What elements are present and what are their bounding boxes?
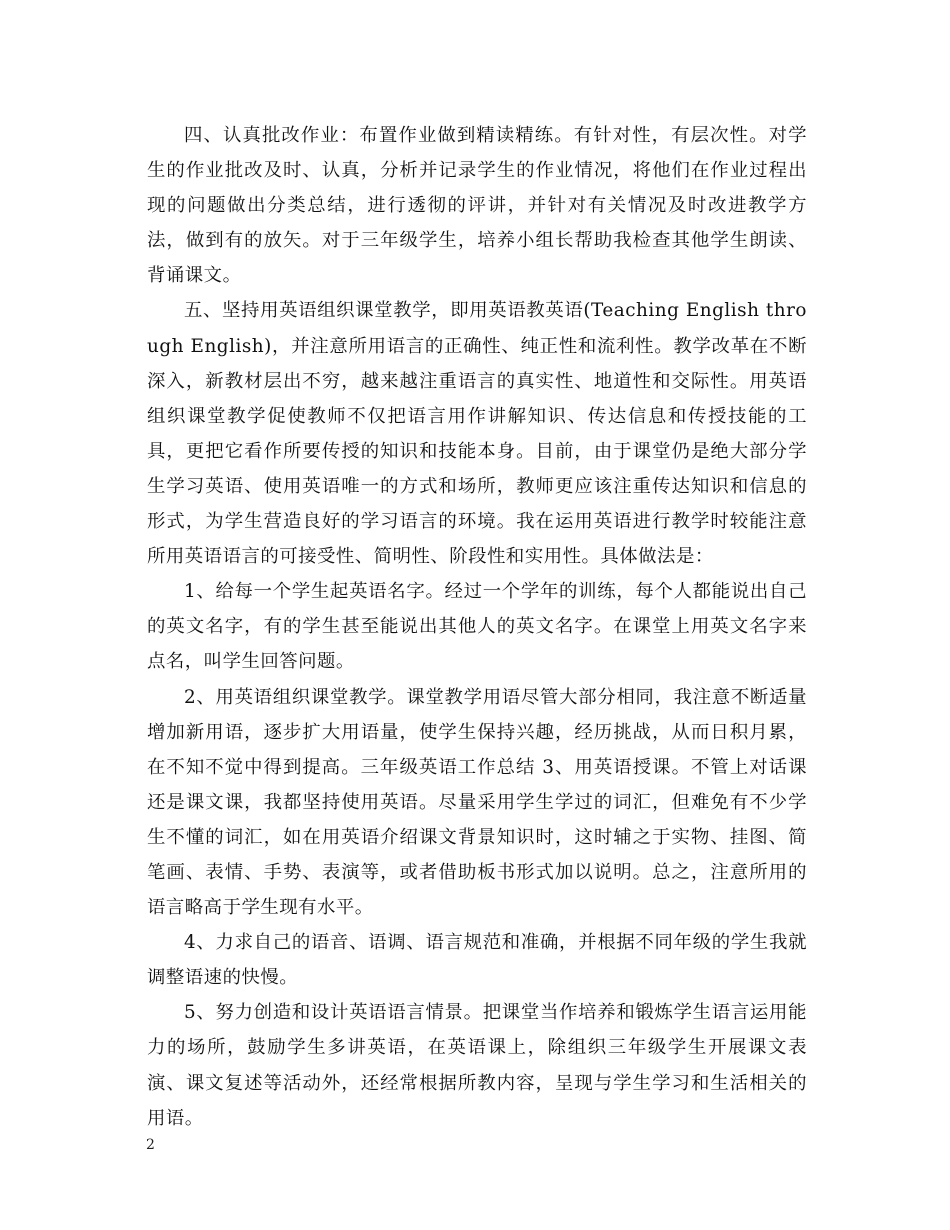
paragraph-language-situations: 5、努力创造和设计英语语言情景。把课堂当作培养和锻炼学生语言运用能力的场所，鼓励学生多讲英语，在英语课上，除组织三年级学生开展课文表演、课文复述等活动外，还经常根据所教内容，呈现与学生学习和生活相关的用语。 [147,1002,807,1129]
paragraph-classroom-english: 2、用英语组织课堂教学。课堂教学用语尽管大部分相同，我注意不断适量增加新用语，逐步扩大用语量，使学生保持兴趣，经历挑战，从而日积月累，在不知不觉中得到提高。三年级英语工作总结 3、用英语授课。不管上对话课还是课文课，我都坚持使用英语。尽量采用学生学过的词汇，但难免有不少学生不懂的词汇，如在用英语介绍课文背景知识时，这时辅之于实物、挂图、简笔画、表情、手势、表演等，或者借助板书形式加以说明。总之，注意所用的语言略高于学生现有水平。 [147,686,807,919]
paragraph-english-names: 1、给每一个学生起英语名字。经过一个学年的训练，每个人都能说出自己的英文名字，有的学生甚至能说出其他人的英文名字。在课堂上用英文名字来点名，叫学生回答问题。 [147,581,807,673]
paragraph-english-teaching: 五、坚持用英语组织课堂教学，即用英语教英语(Teaching English through English)，并注意所用语言的正确性、纯正性和流利性。教学改革在不断深入，新教材层出不穷，越来越注重语言的真实性、地道性和交际性。用英语组织课堂教学促使教师不仅把语言用作讲解知识、传达信息和传授技能的工具，更把它看作所要传授的知识和技能本身。目前，由于课堂仍是绝大部分学生学习英语、使用英语唯一的方式和场所，教师更应该注重传达知识和信息的形式，为学生营造良好的学习语言的环境。我在运用英语进行教学时较能注意所用英语语言的可接受性、简明性、阶段性和实用性。具体做法是： [147,300,807,568]
page-number: 2 [146,1137,155,1153]
document-body [147,118,807,1136]
paragraph-correct-homework: 四、认真批改作业：布置作业做到精读精练。有针对性，有层次性。对学生的作业批改及时、认真，分析并记录学生的作业情况，将他们在作业过程出现的问题做出分类总结，进行透彻的评讲，并针对有关情况及时改进教学方法，做到有的放矢。对于三年级学生，培养小组长帮助我检查其他学生朗读、背诵课文。 [147,125,807,287]
paragraph-pronunciation: 4、力求自己的语音、语调、语言规范和准确，并根据不同年级的学生我就调整语速的快慢。 [147,932,807,989]
